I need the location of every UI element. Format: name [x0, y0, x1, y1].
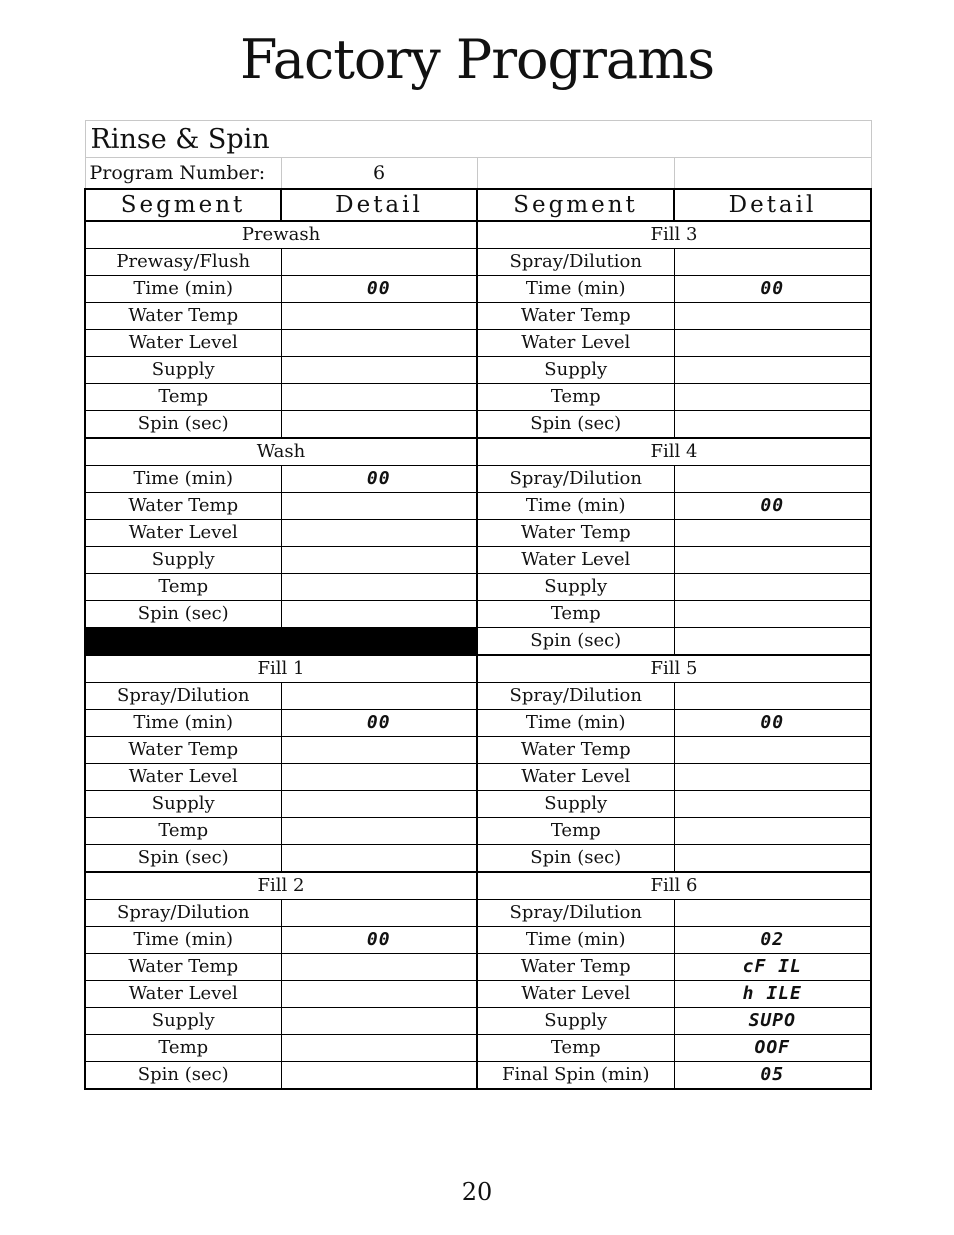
segment-label: Final Spin (min) [477, 1062, 674, 1090]
segment-label: Spray/Dilution [477, 900, 674, 927]
segment-label: Spray/Dilution [477, 249, 674, 276]
section-heading: Prewash [85, 221, 477, 249]
table-row [85, 628, 871, 656]
segment-label: Spin (sec) [477, 411, 674, 439]
segment-label: Water Level [85, 330, 281, 357]
detail-value [674, 683, 871, 710]
segment-header: Segment [85, 189, 281, 221]
program-table [84, 120, 872, 1090]
page-title: Factory Programs [239, 28, 715, 91]
table-row [85, 276, 871, 303]
segment-label: Water Temp [85, 954, 281, 981]
detail-value [281, 330, 477, 357]
section-heading: Fill 4 [477, 438, 871, 466]
detail-value [674, 520, 871, 547]
detail-value [674, 737, 871, 764]
table-row [85, 574, 871, 601]
table-row [85, 1035, 871, 1062]
segment-label: Supply [477, 357, 674, 384]
table-row [85, 438, 871, 466]
detail-value [281, 954, 477, 981]
detail-value [281, 574, 477, 601]
detail-value [281, 981, 477, 1008]
detail-value [281, 303, 477, 330]
segment-label: Water Temp [85, 737, 281, 764]
table-row [85, 249, 871, 276]
segment-label: Spin (sec) [85, 1062, 281, 1090]
segment-label: Supply [85, 547, 281, 574]
detail-value [674, 303, 871, 330]
detail-value: 00 [674, 710, 871, 737]
segment-label: Time (min) [85, 276, 281, 303]
table-row [85, 927, 871, 954]
table-row [85, 845, 871, 873]
detail-value [674, 547, 871, 574]
segment-label: Temp [85, 574, 281, 601]
detail-value: 00 [281, 927, 477, 954]
segment-label: Time (min) [85, 466, 281, 493]
segment-label: Spray/Dilution [85, 683, 281, 710]
segment-label: Time (min) [477, 710, 674, 737]
table-row [85, 303, 871, 330]
program-number-label: Program Number: [85, 158, 281, 190]
table-row [85, 547, 871, 574]
detail-value [674, 466, 871, 493]
table-row [85, 818, 871, 845]
detail-value [281, 547, 477, 574]
detail-value [281, 1008, 477, 1035]
table-row [85, 737, 871, 764]
detail-value: OOF [674, 1035, 871, 1062]
detail-header: Detail [281, 189, 477, 221]
detail-value [674, 818, 871, 845]
detail-value [674, 574, 871, 601]
segment-label: Supply [477, 1008, 674, 1035]
segment-label: Spin (sec) [477, 628, 674, 656]
section-heading: Fill 1 [85, 655, 477, 683]
detail-header: Detail [674, 189, 871, 221]
segment-label: Temp [477, 1035, 674, 1062]
detail-value [674, 900, 871, 927]
detail-value [281, 520, 477, 547]
detail-value [281, 683, 477, 710]
detail-value [674, 249, 871, 276]
table-row [85, 791, 871, 818]
page-number: 20 [461, 1178, 493, 1206]
empty-cell [477, 158, 674, 190]
segment-label: Spray/Dilution [85, 900, 281, 927]
detail-value [281, 249, 477, 276]
detail-value: SUPO [674, 1008, 871, 1035]
section-heading: Fill 6 [477, 872, 871, 900]
table-row [85, 683, 871, 710]
segment-label: Spin (sec) [477, 845, 674, 873]
detail-value [281, 411, 477, 439]
detail-value [674, 791, 871, 818]
detail-value [281, 737, 477, 764]
segment-label: Water Temp [477, 303, 674, 330]
segment-label: Supply [477, 791, 674, 818]
segment-label: Temp [85, 818, 281, 845]
segment-label: Spin (sec) [85, 601, 281, 628]
detail-value: 05 [674, 1062, 871, 1090]
program-name: Rinse & Spin [85, 121, 871, 158]
table-row [85, 655, 871, 683]
table-row [85, 710, 871, 737]
segment-label: Time (min) [477, 276, 674, 303]
segment-label: Water Temp [477, 520, 674, 547]
section-heading: Fill 3 [477, 221, 871, 249]
segment-label: Temp [477, 384, 674, 411]
detail-value [281, 818, 477, 845]
detail-value: cF IL [674, 954, 871, 981]
segment-header: Segment [477, 189, 674, 221]
table-row [85, 411, 871, 439]
detail-value [281, 764, 477, 791]
segment-label: Supply [85, 1008, 281, 1035]
segment-label: Temp [85, 384, 281, 411]
segment-label: Time (min) [85, 710, 281, 737]
table-row [85, 330, 871, 357]
segment-label: Temp [85, 1035, 281, 1062]
segment-label: Supply [85, 357, 281, 384]
detail-value [281, 900, 477, 927]
segment-label: Spin (sec) [85, 411, 281, 439]
segment-label: Water Temp [85, 493, 281, 520]
table-row [85, 1008, 871, 1035]
segment-label: Water Level [477, 330, 674, 357]
table-row [85, 221, 871, 249]
segment-label: Time (min) [477, 493, 674, 520]
segment-label: Supply [477, 574, 674, 601]
table-row [85, 493, 871, 520]
table-row [85, 900, 871, 927]
detail-value [281, 1035, 477, 1062]
table-row [85, 384, 871, 411]
detail-value [281, 384, 477, 411]
detail-value [674, 845, 871, 873]
table-row [85, 520, 871, 547]
detail-value: 00 [674, 493, 871, 520]
segment-label: Spin (sec) [85, 845, 281, 873]
segment-label: Water Level [85, 981, 281, 1008]
table-row [85, 764, 871, 791]
empty-cell [674, 158, 871, 190]
blank-filled-cell [85, 628, 477, 656]
detail-value [674, 330, 871, 357]
detail-value [674, 384, 871, 411]
segment-label: Water Level [85, 520, 281, 547]
detail-value [281, 601, 477, 628]
segment-label: Water Temp [477, 954, 674, 981]
segment-label: Water Level [477, 547, 674, 574]
detail-value [281, 357, 477, 384]
detail-value: 00 [281, 466, 477, 493]
detail-value [674, 411, 871, 439]
table-row [85, 872, 871, 900]
detail-value: 00 [674, 276, 871, 303]
segment-label: Time (min) [85, 927, 281, 954]
detail-value [281, 493, 477, 520]
section-heading: Fill 2 [85, 872, 477, 900]
segment-label: Supply [85, 791, 281, 818]
table-row [85, 466, 871, 493]
program-number-value: 6 [281, 158, 477, 190]
table-row [85, 357, 871, 384]
table-row [85, 954, 871, 981]
segment-label: Temp [477, 818, 674, 845]
table-row [85, 1062, 871, 1090]
segment-label: Prewasy/Flush [85, 249, 281, 276]
segment-label: Spray/Dilution [477, 466, 674, 493]
detail-value [674, 628, 871, 656]
detail-value [674, 601, 871, 628]
segment-label: Temp [477, 601, 674, 628]
segment-label: Water Level [85, 764, 281, 791]
segment-label: Time (min) [477, 927, 674, 954]
detail-value: h ILE [674, 981, 871, 1008]
program-sheet [84, 120, 870, 1090]
detail-value [281, 791, 477, 818]
segment-label: Water Temp [477, 737, 674, 764]
detail-value [281, 845, 477, 873]
detail-value: 00 [281, 710, 477, 737]
segment-label: Water Level [477, 764, 674, 791]
detail-value [674, 357, 871, 384]
section-heading: Fill 5 [477, 655, 871, 683]
detail-value: 00 [281, 276, 477, 303]
detail-value: 02 [674, 927, 871, 954]
segment-label: Water Level [477, 981, 674, 1008]
segment-label: Spray/Dilution [477, 683, 674, 710]
section-heading: Wash [85, 438, 477, 466]
table-row [85, 981, 871, 1008]
detail-value [281, 1062, 477, 1090]
segment-label: Water Temp [85, 303, 281, 330]
table-row [85, 601, 871, 628]
detail-value [674, 764, 871, 791]
